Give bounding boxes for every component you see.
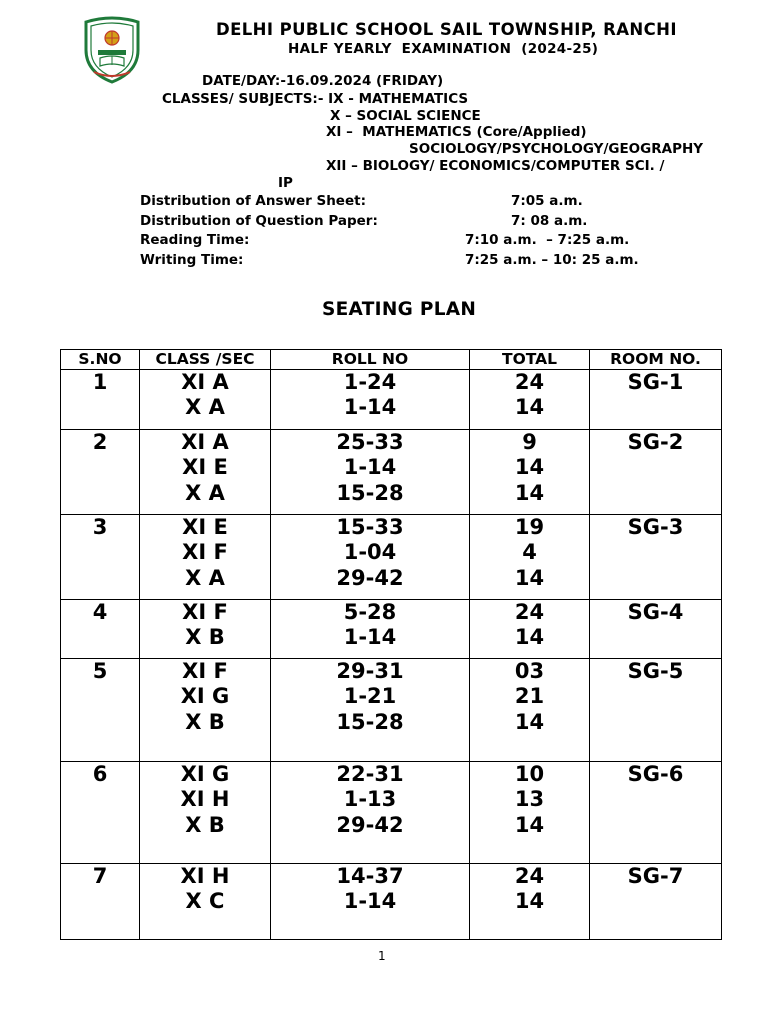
cell-room: SG-6 bbox=[590, 762, 722, 864]
total-count: 14 bbox=[514, 455, 545, 480]
class-sec: X B bbox=[185, 812, 225, 837]
class-sec: XI F bbox=[182, 659, 228, 683]
cell-roll bbox=[271, 430, 470, 515]
date-day: DATE/DAY:-16.09.2024 (FRIDAY) bbox=[202, 73, 444, 89]
total-count: 21 bbox=[514, 684, 545, 709]
cell-sno: 3 bbox=[61, 515, 140, 600]
roll-range: 14-37 bbox=[336, 864, 404, 888]
total-count: 10 bbox=[514, 762, 545, 786]
cell-class bbox=[140, 659, 271, 762]
timing-label: Writing Time: bbox=[140, 252, 244, 268]
cell-class bbox=[140, 515, 271, 600]
header-room-no: ROOM NO. bbox=[590, 350, 722, 370]
cell-room: SG-2 bbox=[590, 430, 722, 515]
cell-roll bbox=[271, 515, 470, 600]
timing-value: 7:10 a.m. – 7:25 a.m. bbox=[465, 232, 630, 248]
cell-room: SG-7 bbox=[590, 864, 722, 940]
cell-roll bbox=[271, 600, 470, 659]
subject-line: SOCIOLOGY/PSYCHOLOGY/GEOGRAPHY bbox=[409, 141, 704, 157]
cell-class bbox=[140, 864, 271, 940]
cell-room: SG-4 bbox=[590, 600, 722, 659]
class-sec: XI A bbox=[181, 430, 229, 454]
table-row bbox=[61, 659, 722, 762]
cell-class bbox=[140, 600, 271, 659]
roll-range: 1-14 bbox=[343, 455, 397, 480]
cell-sno: 1 bbox=[61, 370, 140, 430]
cell-room: SG-5 bbox=[590, 659, 722, 762]
table-row bbox=[61, 864, 722, 940]
cell-class bbox=[140, 762, 271, 864]
roll-range: 1-04 bbox=[343, 540, 397, 565]
table-row bbox=[61, 762, 722, 864]
roll-range: 29-42 bbox=[336, 812, 404, 837]
cell-room: SG-3 bbox=[590, 515, 722, 600]
cell-roll bbox=[271, 659, 470, 762]
cell-roll bbox=[271, 864, 470, 940]
cell-total bbox=[470, 762, 590, 864]
school-logo bbox=[80, 16, 144, 84]
timing-value: 7: 08 a.m. bbox=[511, 213, 588, 229]
timing-label: Reading Time: bbox=[140, 232, 250, 248]
cell-roll bbox=[271, 370, 470, 430]
cell-sno: 6 bbox=[61, 762, 140, 864]
class-sec: X B bbox=[185, 625, 225, 650]
total-count: 19 bbox=[514, 515, 545, 539]
total-count: 03 bbox=[514, 659, 545, 683]
class-sec: X B bbox=[185, 709, 225, 734]
header-roll-no: ROLL NO bbox=[271, 350, 470, 370]
subject-line: X – SOCIAL SCIENCE bbox=[330, 108, 481, 124]
header-total: TOTAL bbox=[470, 350, 590, 370]
roll-range: 1-21 bbox=[343, 684, 397, 709]
roll-range: 1-24 bbox=[343, 370, 397, 394]
cell-total bbox=[470, 515, 590, 600]
header-class-sec: CLASS /SEC bbox=[140, 350, 271, 370]
total-count: 14 bbox=[514, 889, 545, 914]
cell-roll bbox=[271, 762, 470, 864]
timing-label: Distribution of Question Paper: bbox=[140, 213, 378, 229]
cell-total bbox=[470, 864, 590, 940]
class-sec: XI G bbox=[180, 684, 230, 709]
cell-room: SG-1 bbox=[590, 370, 722, 430]
roll-range: 1-14 bbox=[343, 625, 397, 650]
class-sec: XI F bbox=[182, 540, 228, 565]
total-count: 14 bbox=[514, 812, 545, 837]
total-count: 14 bbox=[514, 395, 545, 420]
classes-subjects: CLASSES/ SUBJECTS:- IX - MATHEMATICS bbox=[162, 91, 469, 107]
timing-label: Distribution of Answer Sheet: bbox=[140, 193, 366, 209]
cell-total bbox=[470, 659, 590, 762]
cell-class bbox=[140, 430, 271, 515]
timing-value: 7:25 a.m. – 10: 25 a.m. bbox=[465, 252, 639, 268]
table-row bbox=[61, 430, 722, 515]
class-sec: X A bbox=[185, 565, 225, 590]
subject-line: IP bbox=[278, 175, 293, 191]
roll-range: 1-14 bbox=[343, 395, 397, 420]
roll-range: 22-31 bbox=[336, 762, 404, 786]
total-count: 24 bbox=[514, 864, 545, 888]
cell-total bbox=[470, 430, 590, 515]
table-row bbox=[61, 600, 722, 659]
total-count: 24 bbox=[514, 600, 545, 624]
roll-range: 1-13 bbox=[343, 787, 397, 812]
table-row bbox=[61, 515, 722, 600]
roll-range: 15-33 bbox=[336, 515, 404, 539]
roll-range: 15-28 bbox=[336, 709, 404, 734]
class-sec: XI E bbox=[182, 455, 228, 480]
roll-range: 25-33 bbox=[336, 430, 404, 454]
class-sec: X A bbox=[185, 395, 225, 420]
cell-total bbox=[470, 600, 590, 659]
subject-line: XI – MATHEMATICS (Core/Applied) bbox=[326, 124, 587, 140]
class-sec: XI A bbox=[181, 370, 229, 394]
total-count: 14 bbox=[514, 480, 545, 505]
total-count: 14 bbox=[514, 709, 545, 734]
total-count: 13 bbox=[514, 787, 545, 812]
class-sec: XI E bbox=[182, 515, 228, 539]
seating-plan-title: SEATING PLAN bbox=[322, 299, 477, 320]
cell-sno: 7 bbox=[61, 864, 140, 940]
total-count: 14 bbox=[514, 625, 545, 650]
header-sno: S.NO bbox=[61, 350, 140, 370]
cell-class bbox=[140, 370, 271, 430]
total-count: 14 bbox=[514, 565, 545, 590]
cell-sno: 2 bbox=[61, 430, 140, 515]
page-number: 1 bbox=[378, 949, 386, 963]
class-sec: X A bbox=[185, 480, 225, 505]
total-count: 4 bbox=[522, 540, 537, 565]
exam-title: HALF YEARLY EXAMINATION (2024-25) bbox=[288, 41, 599, 57]
timing-value: 7:05 a.m. bbox=[511, 193, 583, 209]
class-sec: XI H bbox=[180, 864, 230, 888]
class-sec: XI H bbox=[180, 787, 230, 812]
class-sec: XI G bbox=[180, 762, 230, 786]
roll-range: 15-28 bbox=[336, 480, 404, 505]
table-header-row bbox=[61, 350, 722, 370]
cell-sno: 4 bbox=[61, 600, 140, 659]
roll-range: 1-14 bbox=[343, 889, 397, 914]
total-count: 9 bbox=[522, 430, 537, 454]
class-sec: X C bbox=[185, 889, 225, 914]
school-name: DELHI PUBLIC SCHOOL SAIL TOWNSHIP, RANCHI bbox=[216, 20, 677, 39]
roll-range: 5-28 bbox=[343, 600, 397, 624]
class-sec: XI F bbox=[182, 600, 228, 624]
roll-range: 29-42 bbox=[336, 565, 404, 590]
cell-total bbox=[470, 370, 590, 430]
roll-range: 29-31 bbox=[336, 659, 404, 683]
cell-sno: 5 bbox=[61, 659, 140, 762]
subject-line: XII – BIOLOGY/ ECONOMICS/COMPUTER SCI. / bbox=[326, 158, 665, 174]
total-count: 24 bbox=[514, 370, 545, 394]
seating-table bbox=[60, 349, 722, 940]
table-row bbox=[61, 370, 722, 430]
